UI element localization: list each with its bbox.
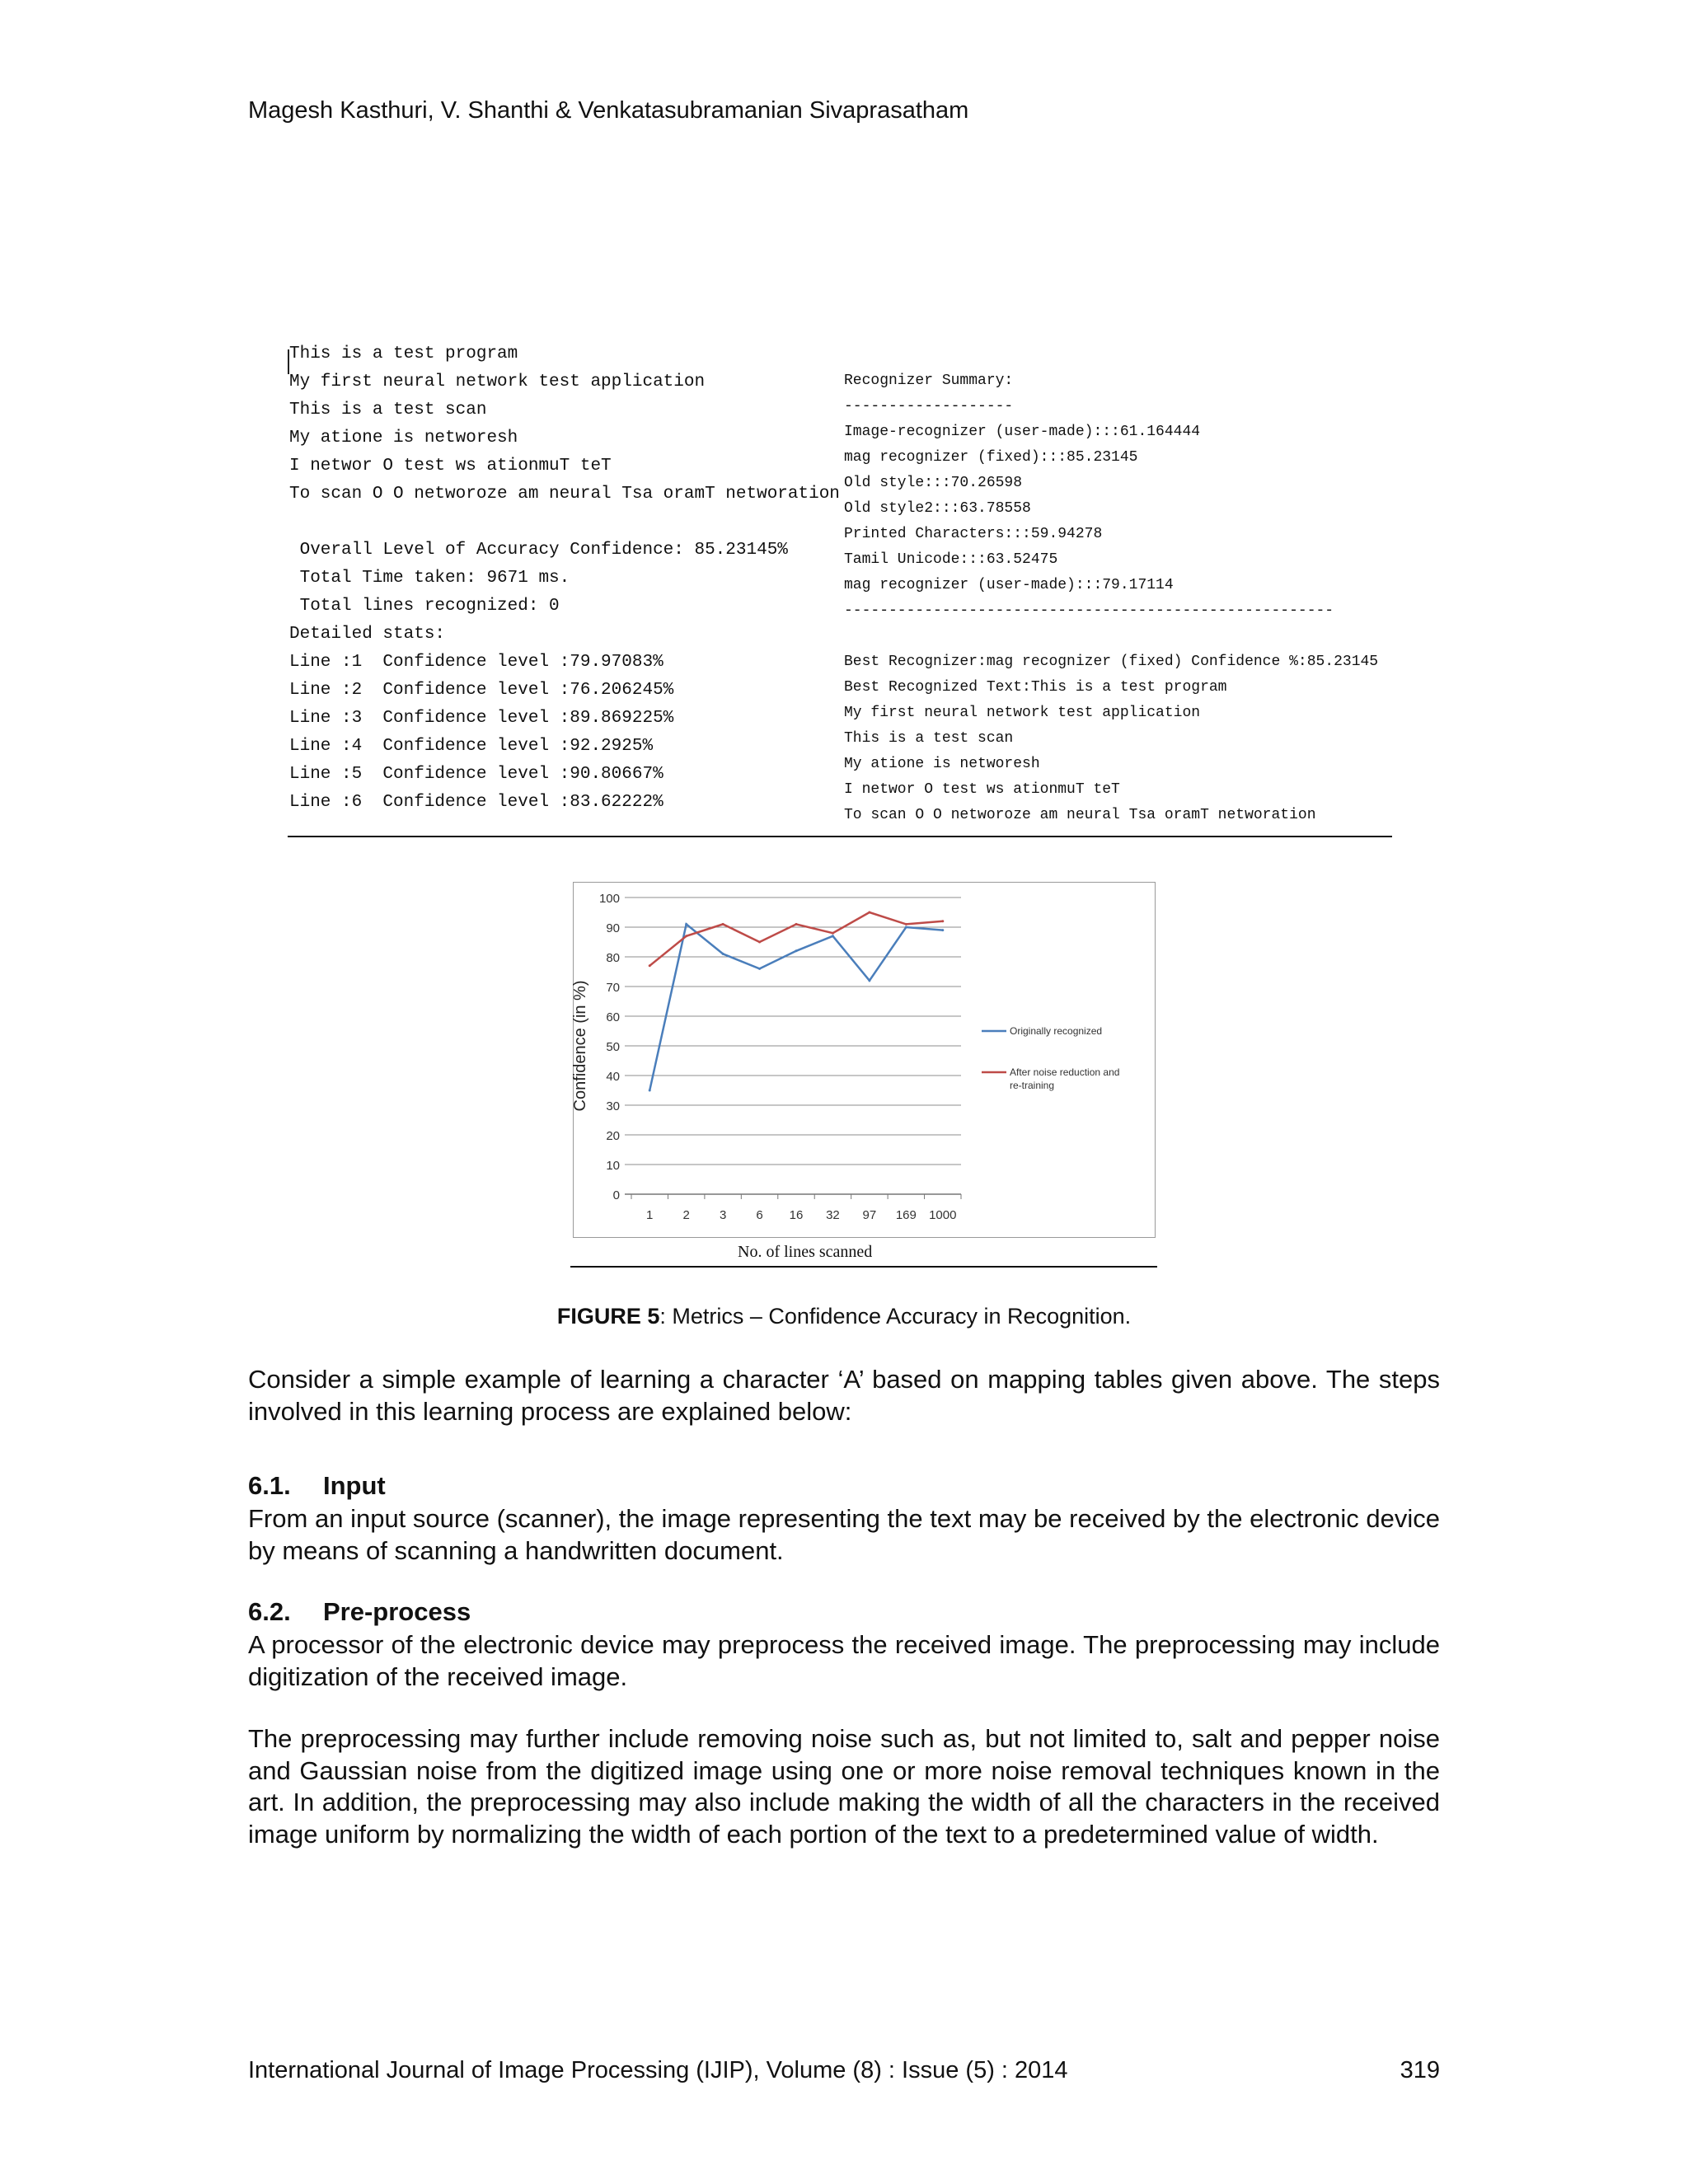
data-point <box>758 941 761 944</box>
y-tick-label: 20 <box>606 1129 620 1143</box>
series-line <box>649 924 943 1090</box>
data-point <box>722 953 724 955</box>
console-right-line: Tamil Unicode:::63.52475 <box>844 551 1058 568</box>
console-left-line: Detailed stats: <box>289 625 446 644</box>
console-left-line: Line :4 Confidence level :92.2925% <box>289 737 654 756</box>
console-right-line: This is a test scan <box>844 730 1014 747</box>
console-screenshot <box>288 344 1392 839</box>
section-number: 6.1. <box>248 1471 291 1500</box>
chart-frame <box>573 882 1156 1238</box>
preprocessing-paragraph: The preprocessing may further include removing noise such as, but not limited to, salt and pepper noise and Gaussian noise from the digitized image using one or more noise removal techniques known in the art. In addition, the preprocessing may also include making the width of all the characters in the received image uniform by normalizing the width of each portion of the text to a predetermined value of width. <box>248 1724 1440 1849</box>
console-left-line: Line :6 Confidence level :83.62222% <box>289 793 663 812</box>
data-point <box>649 1090 651 1092</box>
console-right-line: Printed Characters:::59.94278 <box>844 526 1103 542</box>
x-tick-label: 6 <box>756 1208 763 1222</box>
x-tick-label: 169 <box>895 1208 917 1222</box>
console-left-line: Line :3 Confidence level :89.869225% <box>289 709 674 728</box>
console-left-line: My first neural network test application <box>289 373 706 391</box>
figure-caption <box>0 1304 1688 1329</box>
chart-bottom-rule <box>570 1266 1157 1268</box>
y-tick-label: 40 <box>606 1070 620 1084</box>
console-left-line: I networ O test ws ationmuT teT <box>289 457 612 476</box>
running-header: Magesh Kasthuri, V. Shanthi & Venkatasubramanian Sivaprasatham <box>248 97 969 124</box>
console-bottom-rule <box>288 836 1392 837</box>
confidence-line-chart <box>571 883 1155 1237</box>
x-tick-label: 1 <box>646 1208 654 1222</box>
console-right-line: To scan O O networoze am neural Tsa oramT networation <box>844 807 1316 823</box>
section-title: Pre-process <box>323 1597 471 1626</box>
y-tick-label: 80 <box>606 951 620 965</box>
y-tick-label: 100 <box>598 892 620 906</box>
data-point <box>868 912 870 914</box>
data-point <box>649 964 651 967</box>
y-tick-label: 30 <box>606 1099 620 1113</box>
data-point <box>758 968 761 970</box>
legend-label: After noise reduction and re-training <box>1010 1066 1120 1091</box>
console-right-line: My first neural network test application <box>844 705 1201 721</box>
console-right-line: Old style2:::63.78558 <box>844 500 1031 517</box>
section-6-1-heading <box>248 1471 386 1501</box>
console-right-line: Image-recognizer (user-made):::61.164444 <box>844 424 1201 440</box>
y-tick-label: 0 <box>612 1188 620 1202</box>
data-point <box>722 923 724 926</box>
console-left-line: To scan O O networoze am neural Tsa oramT networation <box>289 485 840 504</box>
data-point <box>905 923 907 926</box>
data-point <box>795 923 798 926</box>
data-point <box>941 920 944 922</box>
console-right-line: Best Recognizer:mag recognizer (fixed) Confidence %:85.23145 <box>844 654 1379 670</box>
section-6-2-paragraph: A processor of the electronic device may preprocess the received image. The preprocessing may include digitization of the received image. <box>248 1630 1440 1691</box>
x-tick-label: 1000 <box>929 1208 957 1222</box>
figure-caption-text: : Metrics – Confidence Accuracy in Recognition. <box>659 1304 1132 1329</box>
data-point <box>832 932 834 935</box>
data-point <box>685 923 687 926</box>
chart-x-axis-label: No. of lines scanned <box>738 1243 873 1261</box>
console-right-line: Recognizer Summary: <box>844 373 1014 389</box>
data-point <box>941 929 944 931</box>
section-title: Input <box>323 1471 386 1500</box>
y-tick-label: 90 <box>606 921 620 935</box>
console-right-line: Best Recognized Text:This is a test program <box>844 679 1227 696</box>
console-left-line: Total lines recognized: 0 <box>289 597 560 616</box>
legend-label: Originally recognized <box>1010 1025 1103 1037</box>
section-6-2-heading <box>248 1597 471 1627</box>
section-6-1-paragraph: From an input source (scanner), the image representing the text may be received by the electronic device by means of scanning a handwritten document. <box>248 1504 1440 1565</box>
page-number: 319 <box>1400 2057 1440 2083</box>
figure-label: FIGURE 5 <box>556 1304 660 1329</box>
y-tick-label: 10 <box>606 1159 620 1173</box>
console-left-line: My atione is networesh <box>289 429 518 448</box>
console-left-line: Line :1 Confidence level :79.97083% <box>289 653 663 672</box>
console-left-line: This is a test program <box>289 344 518 363</box>
section-number: 6.2. <box>248 1597 291 1626</box>
data-point <box>905 926 907 929</box>
data-point <box>795 949 798 952</box>
x-tick-label: 3 <box>719 1208 727 1222</box>
data-point <box>832 935 834 937</box>
data-point <box>685 935 687 937</box>
console-right-line: mag recognizer (user-made):::79.17114 <box>844 577 1174 593</box>
console-right-line: Old style:::70.26598 <box>844 475 1023 491</box>
data-point <box>868 979 870 982</box>
console-right-line: ------------------- <box>844 398 1014 415</box>
console-right-line: My atione is networesh <box>844 756 1040 772</box>
x-tick-label: 32 <box>826 1208 840 1222</box>
console-left-line: Total Time taken: 9671 ms. <box>289 569 570 588</box>
journal-footer: International Journal of Image Processing (IJIP), Volume (8) : Issue (5) : 2014 <box>248 2057 1068 2083</box>
console-right-line: ------------------------------------------------------- <box>844 602 1334 619</box>
console-right-line: mag recognizer (fixed):::85.23145 <box>844 449 1138 466</box>
console-left-line: Line :5 Confidence level :90.80667% <box>289 765 663 784</box>
x-tick-label: 97 <box>862 1208 877 1222</box>
console-left-line: Overall Level of Accuracy Confidence: 85.23145% <box>289 541 788 560</box>
y-tick-label: 50 <box>606 1040 620 1054</box>
console-right-line: I networ O test ws ationmuT teT <box>844 781 1120 798</box>
console-left-line: This is a test scan <box>289 401 487 419</box>
y-axis-label: Confidence (in %) <box>571 980 589 1112</box>
y-tick-label: 70 <box>606 981 620 995</box>
intro-paragraph: Consider a simple example of learning a character ‘A’ based on mapping tables given above. The steps involved in this learning process are explained below: <box>248 1365 1440 1426</box>
x-tick-label: 2 <box>682 1208 690 1222</box>
y-tick-label: 60 <box>606 1010 620 1024</box>
console-left-line: Line :2 Confidence level :76.206245% <box>289 681 674 700</box>
x-tick-label: 16 <box>789 1208 804 1222</box>
